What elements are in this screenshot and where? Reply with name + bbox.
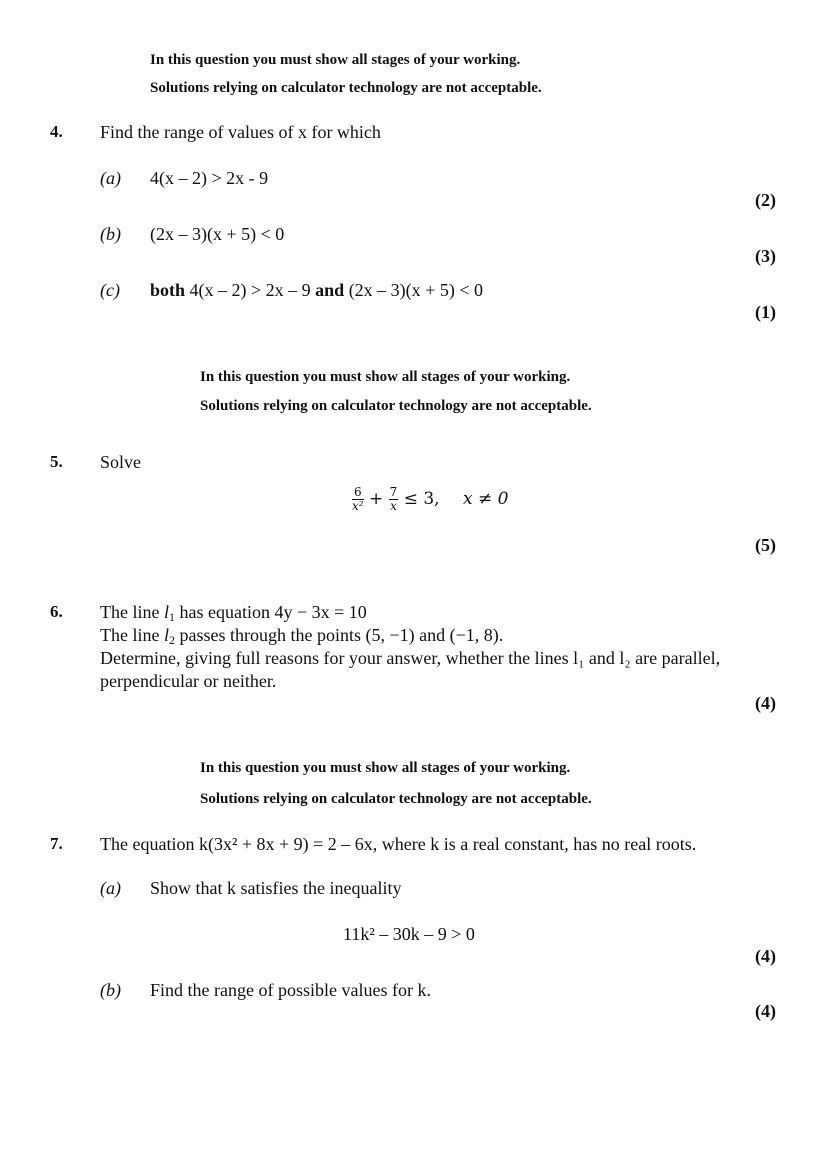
q6-line-2-post: passes through the points (5, −1) and (−1, 8). xyxy=(175,625,504,645)
q6-l1-subscript: 1 xyxy=(169,610,175,624)
q7-part-b-label: (b) xyxy=(100,980,121,1000)
q4-part-a-marks: (2) xyxy=(755,190,776,210)
q4-part-c-expr2: (2x – 3)(x + 5) < 0 xyxy=(348,280,483,300)
q7-part-a-label: (a) xyxy=(100,878,121,898)
question-4-number: 4. xyxy=(50,122,63,141)
q5-fraction-1-denominator: x² xyxy=(352,499,364,513)
q4-part-c-and: and xyxy=(315,280,345,300)
q4-part-b-expr: (2x – 3)(x + 5) < 0 xyxy=(150,224,285,244)
q6-line-2 xyxy=(100,625,503,648)
q7-part-a-text: Show that k satisfies the inequality xyxy=(150,878,402,898)
q4-part-c-expr1: 4(x – 2) > 2x – 9 xyxy=(189,280,311,300)
q5-fraction-2 xyxy=(389,486,399,513)
q4-part-a-expr: 4(x – 2) > 2x - 9 xyxy=(150,168,269,188)
q7-part-b-marks: (4) xyxy=(755,1001,776,1021)
question-6-number: 6. xyxy=(50,602,63,621)
q5-marks: (5) xyxy=(755,535,776,555)
q5-inequality xyxy=(352,486,508,513)
q5-fraction-2-denominator: x xyxy=(390,499,397,513)
question-7-prompt: The equation k(3x² + 8x + 9) = 2 – 6x, where k is a real constant, has no real roots. xyxy=(100,834,697,854)
q6-line-1-pre: The line xyxy=(100,602,164,622)
q4-part-b-marks: (3) xyxy=(755,246,776,266)
q7-part-a-marks: (4) xyxy=(755,946,776,966)
question-5-prompt: Solve xyxy=(100,452,142,472)
notice-line-2: Solutions relying on calculator technology are not acceptable. xyxy=(200,791,592,807)
q6-line-1-post: has equation 4y − 3x = 10 xyxy=(175,602,367,622)
notice-line-1: In this question you must show all stages of your working. xyxy=(200,760,571,776)
q4-part-c-text xyxy=(150,280,483,301)
q4-part-c-both: both xyxy=(150,280,186,300)
q4-part-a-label: (a) xyxy=(100,168,121,188)
q4-part-c-marks: (1) xyxy=(755,302,776,322)
notice-line-1: In this question you must show all stages of your working. xyxy=(150,52,521,68)
q5-condition: x ≠ 0 xyxy=(462,489,509,509)
q5-fraction-1 xyxy=(352,486,364,513)
q6-marks: (4) xyxy=(755,693,776,713)
q6-l2-subscript: 2 xyxy=(169,633,175,647)
notice-line-1: In this question you must show all stages of your working. xyxy=(200,369,571,385)
notice-line-2: Solutions relying on calculator technology are not acceptable. xyxy=(200,398,592,414)
notice-line-2: Solutions relying on calculator technology are not acceptable. xyxy=(150,80,542,96)
q7-part-b-text: Find the range of possible values for k. xyxy=(150,980,431,1000)
q6-l2-symbol: l xyxy=(163,625,169,645)
q6-line-3: Determine, giving full reasons for your answer, whether the lines l₁ and l₂ are parallel, xyxy=(100,648,721,668)
question-5-number: 5. xyxy=(50,452,63,471)
q6-line-4: perpendicular or neither. xyxy=(100,671,277,691)
q5-fraction-2-numerator: 7 xyxy=(389,485,398,499)
q4-part-b-label: (b) xyxy=(100,224,121,244)
q5-inequality-tail: ≤ 3, xyxy=(403,489,440,509)
q5-plus: + xyxy=(368,489,384,509)
question-4-prompt: Find the range of values of x for which xyxy=(100,122,381,142)
q4-part-c-label: (c) xyxy=(100,280,120,300)
question-7-number: 7. xyxy=(50,834,63,853)
q7-part-a-expr: 11k² – 30k – 9 > 0 xyxy=(343,924,475,944)
q6-line-2-pre: The line xyxy=(100,625,164,645)
q6-line-1 xyxy=(100,602,367,625)
q6-l1-symbol: l xyxy=(163,602,169,622)
q5-fraction-1-numerator: 6 xyxy=(353,485,362,499)
